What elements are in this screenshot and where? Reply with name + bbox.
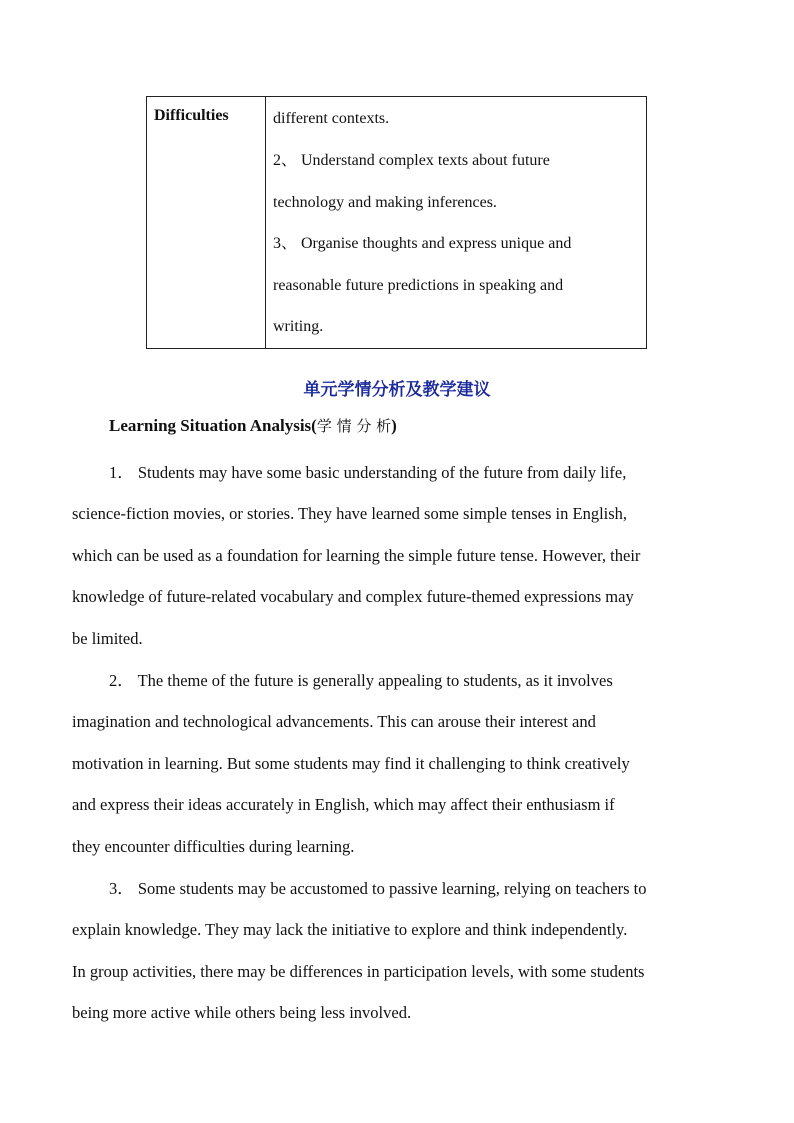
- table-content-cell: [266, 97, 647, 349]
- paragraph-line: knowledge of future-related vocabulary and complex future-themed expressions may: [72, 587, 634, 606]
- paragraph-line: which can be used as a foundation for learning the simple future tense. However, their: [72, 546, 641, 565]
- table-line: writing.: [273, 318, 324, 336]
- difficulties-table: [146, 96, 647, 349]
- subheading: [109, 414, 397, 438]
- table-line: reasonable future predictions in speaking and: [273, 276, 564, 294]
- paragraph-line: explain knowledge. They may lack the initiative to explore and think independently.: [72, 920, 628, 939]
- table-label: Difficulties: [154, 107, 229, 124]
- table-row: [147, 97, 647, 349]
- paragraph-line: and express their ideas accurately in English, which may affect their enthusiasm if: [72, 795, 615, 814]
- paragraph-line: 3． Some students may be accustomed to passive learning, relying on teachers to: [109, 879, 647, 898]
- table-line: technology and making inferences.: [273, 193, 497, 211]
- paragraph-line: 2． The theme of the future is generally appealing to students, as it involves: [109, 671, 613, 690]
- subheading-en: Learning Situation Analysis(: [109, 416, 317, 435]
- table-label-cell: [147, 97, 266, 349]
- subheading-close: ): [391, 416, 397, 435]
- table-line: 2、 Understand complex texts about future: [273, 152, 550, 169]
- section-heading: 单元学情分析及教学建议: [303, 380, 491, 400]
- table-line: different contexts.: [273, 110, 390, 127]
- table-line: 3、 Organise thoughts and express unique and: [273, 235, 572, 253]
- paragraph-line: being more active while others being less involved.: [72, 1003, 412, 1022]
- paragraph-line: imagination and technological advancements. This can arouse their interest and: [72, 712, 596, 731]
- paragraph-line: motivation in learning. But some students may find it challenging to think creatively: [72, 754, 630, 773]
- paragraph-line: they encounter difficulties during learning.: [72, 837, 355, 856]
- paragraph-line: In group activities, there may be differences in participation levels, with some students: [72, 962, 645, 981]
- paragraph-line: 1． Students may have some basic understanding of the future from daily life,: [109, 463, 627, 482]
- paragraph-line: be limited.: [72, 629, 143, 648]
- paragraph-line: science-fiction movies, or stories. They have learned some simple tenses in English,: [72, 504, 628, 523]
- subheading-cn: 学 情 分 析: [316, 417, 392, 435]
